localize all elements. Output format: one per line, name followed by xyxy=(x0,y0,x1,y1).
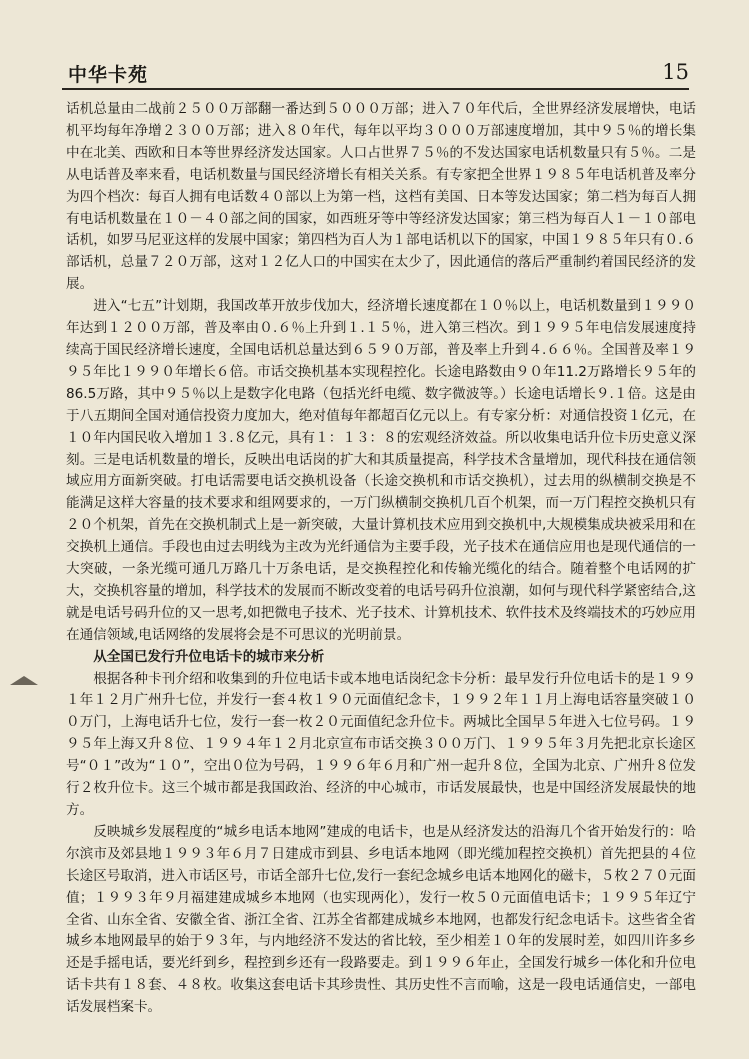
page-header xyxy=(62,58,689,90)
paragraph: 根据各种卡刊介绍和收集到的升位电话卡或本地电话岗纪念卡分析：最早发行升位电话卡的是１９９１年１２月广州升七位，并发行一套４枚１９０元面值纪念卡，１９９２年１１月上海电话容量突破１００万门，上海电话升七位，发行一套一枚２０元面值纪念升位卡。两城比全国早５年进入七位号码。１９９５年上海又升８位、１９９４年１２月北京宣布市话交换３００万门、１９９５年３月先把北京长途区号“０１”改为“１０”，空出０位为号码，１９９６年６月和广州一起升８位，全国为北京、广州升８位发行２枚升位卡。这三个城市都是我国政治、经济的中心城市，市话发展最快，也是中国经济发展最快的地方。 xyxy=(66,670,696,818)
page-number: 15 xyxy=(662,60,689,84)
paragraph: 进入“七五”计划期，我国改革开放步伐加大，经济增长速度都在１０％以上，电话机数量到１９９０年达到１２００万部，普及率由０.６％上升到１.１５％，进入第三档次。到１９９５年电信发展速度持续高于国民经济增长速度，全国电话机总量达到６５９０万部，普及率上升到４.６６％。全国普及率１９９５年比１９９０年增长６倍。市话交换机基本实现程控化。长途电路数由９０年11.2万路增长９５年的86.5万路，其中９５％以上是数字化电路（包括光纤电缆、数字微波等。）长途电话增长９.１倍。这是由于八五期间全国对通信投资力度加大，绝对值每年都超百亿元以上。有专家分析：对通信投资１亿元，在１０年内国民收入增加１３.８亿元，具有１：１３：８的宏观经济效益。所以收集电话升位卡历史意义深刻。三是电话机数量的增长，反映出电话岗的扩大和其质量提高，科学技术含量增加，现代科技在通信领域应用方面新突破。打电话需要电话交换机设备（长途交换机和市话交换机），过去用的纵横制交换是不能满足这样大容量的技术要求和组网要求的，一万门纵横制交换机几百个机架，而一万门程控交换机只有２０个机架，首先在交换机制式上是一新突破，大量计算机技术应用到交换机中,大规模集成块被采用和在交换机上通信。手段也由过去明线为主改为光纤通信为主要手段，光子技术在通信应用也是现代通信的一大突破，一条光缆可通几万路几十万条电话，是交换程控化和传输光缆化的结合。随着整个电话网的扩大，交换机容量的增加，科学技术的发展而不断改变着的电话号码升位浪潮，如何与现代科学紧密结合,这就是电话号码升位的又一思考,如把微电子技术、光子技术、计算机技术、软件技术及终端技术的巧妙应用在通信领域,电话网络的发展将会是不可思议的光明前景。 xyxy=(66,298,696,643)
binding-hole-mark xyxy=(10,676,38,685)
journal-title: 中华卡苑 xyxy=(68,64,149,86)
paragraph: 话机总量由二战前２５００万部翻一番达到５０００万部；进入７０年代后，全世界经济发展增快，电话机平均每年净增２３００万部；进入８０年代，每年以平均３０００万部速度增加，其中９５％的增长集中在北美、西欧和日本等世界经济发达国家。人口占世界７５％的不发达国家电话机数量只有５％。二是从电话普及率来看，电话机数量与国民经济增长有相关关系。有专家把全世界１９８５年电话机普及率分为四个档次：每百人拥有电话数４０部以上为第一档，这档有美国、日本等发达国家；第二档为每百人拥有电话机数量在１０－４０部之间的国家，如西班牙等中等经济发达国家；第三档为每百人１－１０部电话机，如罗马尼亚这样的发展中国家；第四档为百人为１部电话机以下的国家，中国１９８５年只有０.６部话机，总量７２０万部，这对１２亿人口的中国实在太少了，因此通信的落后严重制约着国民经济的发展。 xyxy=(66,101,696,293)
paragraph: 反映城乡发展程度的“城乡电话本地网”建成的电话卡，也是从经济发达的沿海几个省开始发行的：哈尔滨市及郊县地１９９３年６月７日建成市到县、乡电话本地网（即光缆加程控交换机）首先把县的４位长途区号取消，进入市话区号，市话全部升七位,发行一套纪念城乡电话本地网化的磁卡，５枚２７０元面值；１９９３年９月福建建成城乡本地网（也实现两化），发行一枚５０元面值电话卡；１９９５年辽宁全省、山东全省、安徽全省、浙江全省、江苏全省都建成城乡本地网，也都发行纪念电话卡。这些省全省城乡本地网最早的始于９３年，与内地经济不发达的省比较，至少相差１０年的发展时差，如四川许多乡还是手摇电话，要光纤到乡，程控到乡还有一段路要走。到１９９６年止，全国发行城乡一体化和升位电话卡共有１８套、４８枚。收集这套电话卡其珍贵性、其历史性不言而喻，这是一段电话通信史，一部电话发展档案卡。 xyxy=(66,823,696,1016)
article-body xyxy=(66,99,696,1019)
section-subheading: 从全国已发行升位电话卡的城市来分析 xyxy=(93,648,325,665)
